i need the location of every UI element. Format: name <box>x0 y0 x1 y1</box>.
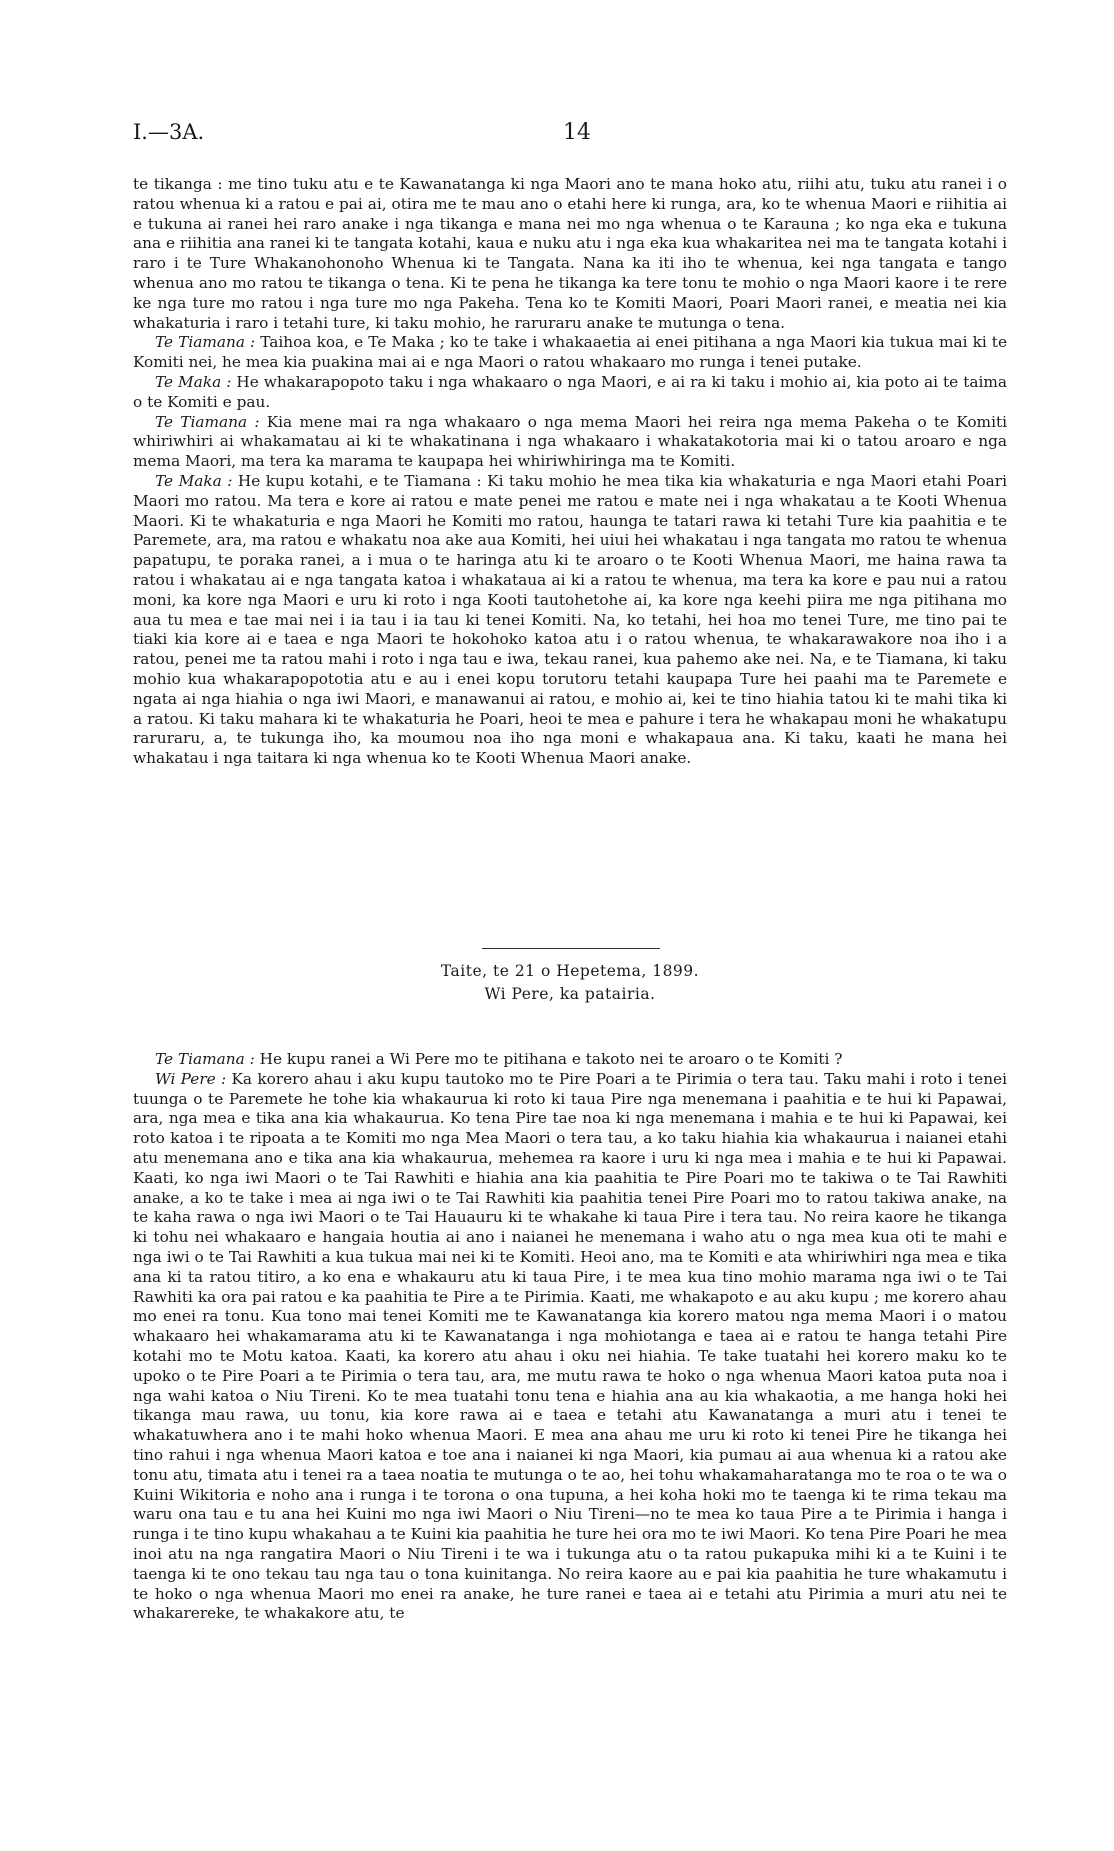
speech-text: He whakarapopoto taku i nga whakaaro o nga Maori, e ai ra ki taku i mohio ai, kia poto ai te taima o te Komiti e pau. <box>133 372 1008 411</box>
sheet-reference: I.—3A. <box>133 120 205 144</box>
speech-text: He kupu ranei a Wi Pere mo te pitihana e takoto nei te aroaro o te Komiti ? <box>254 1050 843 1068</box>
page-number: 14 <box>563 120 591 145</box>
speaker-name: Wi Pere : <box>155 1069 227 1088</box>
speaker-name: Te Tiamana : <box>155 333 256 352</box>
speaker-name: Te Tiamana : <box>155 1050 255 1068</box>
page-header <box>133 120 1003 150</box>
paragraph: te tikanga : me tino tuku atu e te Kawanatanga ki nga Maori ano te mana hoko atu, riihi atu, tuku atu ranei i o ratou whenua ki a ratou e pai ai, otira me te mau ano o etahi here ki runga, ara, ko te whenua Maori e riihitia ai e tukuna ai ranei hei raro anake i nga tikanga e mana nei mo nga whenua o te Karauna ; ko nga eka e tukuna ana e riihitia ana ranei ki te tangata kotahi, kaua e nuku atu i nga eka kua whakaritea nei ma te tangata kotahi i raro i te Ture Whakanohonoho Whenua ki te Tangata. Nana ka iti iho te whenua, kei nga tangata e tango whenua ano mo ratou te tikanga o tena. Ki te pena he tikanga ka tere tonu te mohio o nga Maori kaore i te rere ke nga ture mo ratou i nga ture mo nga Pakeha. Tena ko te Komiti Maori, Poari Maori ranei, e meatia nei kia whakaturia i raro i tetahi ture, ki taku mohio, he raruraru anake te mutunga o tena. <box>133 175 1007 332</box>
paragraph <box>133 1050 1007 1070</box>
paragraph <box>133 373 1007 413</box>
speech-text: He kupu kotahi, e te Tiamana : Ki taku mohio he mea tika kia whakaturia e nga Maori etahi Poari Maori mo ratou. Ma tera e kore ai ratou e mate penei me ratou e mate nei i nga whakatau a te Kooti Whenua Maori. Ki te whakaturia e nga Maori he Komiti mo ratou, haunga te tatari rawa ki tetahi Ture kia paahitia e te Paremete, ara, ma ratou e whakatu noa ake aua Komiti, hei uiui hei whakatau i nga tangata mo ratou te whenua papatupu, te poraka ranei, a i mua o te haringa atu ki te aroaro o te Kooti Whenua Maori, me haina rawa ta ratou i whakatau ai e nga tangata katoa i whakataua ai ki a ratou te whenua, ma tera ka kore e pau nui a ratou moni, ka kore nga Maori e uru ki roto i nga Kooti tautohetohe ai, ka kore nga keehi piira me nga pitihana mo aua tu mea e tae mai nei i ia tau i ia tau ki tenei Komiti. Na, ko tetahi, hei hoa mo tenei Ture, me tino pai te tiaki kia kore ai e taea e nga Maori te hokohoko katoa atu i o ratou whenua, te whakarawakore noa iho i a ratou, penei me ta ratou mahi i roto i nga tau e iwa, tekau ranei, kua pahemo ake nei. Na, e te Tiamana, ki taku mohio kua whakarapopototia atu e au i enei kopu torutoru tetahi kaupapa Ture hei paahi ma te Paremete e ngata ai nga hiahia o nga iwi Maori, e manawanui ai ratou, e mohio ai, kei te tino hiahia tatou ki te mahi tika ki a ratou. Ki taku mahara ki te whakaturia he Poari, heoi te mea e pahure i tera he whakapau moni he whakatupu raruraru, a, te tukunga iho, ka moumou noa iho nga moni e whakapaua ana. Ki taku, kaati he mana hei whakatau i nga taitara ki nga whenua ko te Kooti Whenua Maori anake. <box>133 471 1007 768</box>
paragraph <box>133 1070 1007 1624</box>
section-divider <box>482 948 660 949</box>
paragraph <box>133 413 1007 472</box>
speaker-name: Te Maka : <box>155 372 232 391</box>
speech-text: Ka korero ahau i aku kupu tautoko mo te Pire Poari a te Pirimia o tera tau. Taku mahi i roto i tenei tuunga o te Paremete he tohe kia whakaurua ki roto ki taua Pire nga menemana i paahitia e te hui ki Papawai, ara, nga mea e tika ana kia whakaurua. Ko tena Pire tae noa ki nga menemana i mahia e te hui ki Papawai, kei roto katoa i te ripoata a te Komiti mo nga Mea Maori o tera tau, a ko taku hiahia kia whakaurua i naianei etahi atu menemana ano e tika ana kia whakaurua, mehemea ra kaore i uru ki nga mea i mahia e te hui ki Papawai. Kaati, ko nga iwi Maori o te Tai Rawhiti e hiahia ana kia paahitia te Pire Poari mo te takiwa o te Tai Rawhiti anake, a ko te take i mea ai nga iwi o te Tai Rawhiti kia paahitia tenei Pire Poari mo to ratou takiwa anake, na te kaha rawa o nga iwi Maori o te Tai Hauauru ki te whakahe ki taua Pire i tera tau. No reira kaore he tikanga ki tohu nei whakaaro e hangaia houtia ai ano i naianei he menemana i waho atu o nga mea kua oti te mahi e nga iwi o te Tai Rawhiti a kua tukua mai nei ki te Komiti. Heoi ano, ma te Komiti e ata whiriwhiri nga mea e tika ana ki ta ratou titiro, a ko ena e whakauru atu ki taua Pire, i te mea kua tino mohio marama nga iwi o te Tai Rawhiti ka ora pai ratou e ka paahitia te Pire a te Pirimia. Kaati, me whakapoto e au aku kupu ; me korero ahau mo enei ra tonu. Kua tono mai tenei Komiti me te Kawanatanga kia korero matou nga mema Maori i o matou whakaaro hei whakamarama atu ki te Kawanatanga i nga mohiotanga e taea ai e ratou te hanga tetahi Pire kotahi mo te Motu katoa. Kaati, ka korero atu ahau i oku nei hiahia. Te take tuatahi hei korero maku ko te upoko o te Pire Poari a te Pirimia o tera tau, ara, me mutu rawa te hoko o nga whenua Maori katoa puta noa i nga wahi katoa o Niu Tireni. Ko te mea tuatahi tonu tena e hiahia ana au kia whakaotia, a me hanga hoki hei tikanga mau rawa, uu tonu, kia kore rawa ai e taea e tetahi atu Kawanatanga a muri atu i tenei te whakatuwhera ano i te mahi hoko whenua Maori. E mea ana ahau me uru ki roto ki tenei Pire he tikanga hei tino rahui i nga whenua Maori katoa e toe ana i naianei ki nga Maori, kia pumau ai aua whenua ki a ratou ake tonu atu, timata atu i tenei ra a taea noatia te mutunga o te ao, hei tohu whakamaharatanga mo te roa o te wa o Kuini Wikitoria e noho ana i runga i te torona o ona tupuna, a hei koha hoki mo te taenga ki te rima tekau ma waru ona tau e tu ana hei Kuini mo nga iwi Maori o Niu Tireni—no te mea ko taua Pire a te Pirimia i hanga i runga i te tino kupu whakahau a te Kuini kia paahitia he ture hei ora mo te iwi Maori. Ko tena Pire Poari he mea inoi atu na nga rangatira Maori o Niu Tireni i te wa i tukunga atu o ta ratou pukapuka mihi ki a te Kuini i te taenga ki te ono tekau tau nga tau o tona kuinitanga. No reira kaore au e pai kia paahitia he ture whakamutu i te hoko o nga whenua Maori mo enei ra anake, he ture ranei e taea ai e tetahi atu Pirimia a muri atu nei te whakarereke, te whakakore atu, te <box>133 1069 1007 1623</box>
paragraph <box>133 472 1007 769</box>
paragraph <box>133 333 1007 373</box>
speaker-name: Te Maka : <box>155 471 233 490</box>
speaker-name: Te Tiamana : <box>155 412 260 431</box>
speech-text: Kia mene mai ra nga whakaaro o nga mema Maori hei reira nga mema Pakeha o te Komiti whiriwhiri ai whakamatau ai ki te whakatinana i nga whakaaro i whakatakotoria mai ki o tatou aroaro e nga mema Maori, ma tera ka marama te kaupapa hei whiriwhiringa ma te Komiti. <box>133 412 1007 471</box>
section-wi-pere-examination <box>133 1050 1007 1624</box>
section-committee-discussion <box>133 175 1007 769</box>
speech-text: Taihoa koa, e Te Maka ; ko te take i whakaaetia ai enei pitihana a nga Maori kia tukua mai ki te Komiti nei, he mea kia puakina mai ai e nga Maori o ratou whakaaro mo runga i tenei putake. <box>133 333 1008 372</box>
date-heading: Taite, te 21 o Hepetema, 1899. <box>440 962 700 980</box>
witness-heading: Wi Pere, ka patairia. <box>484 985 656 1003</box>
